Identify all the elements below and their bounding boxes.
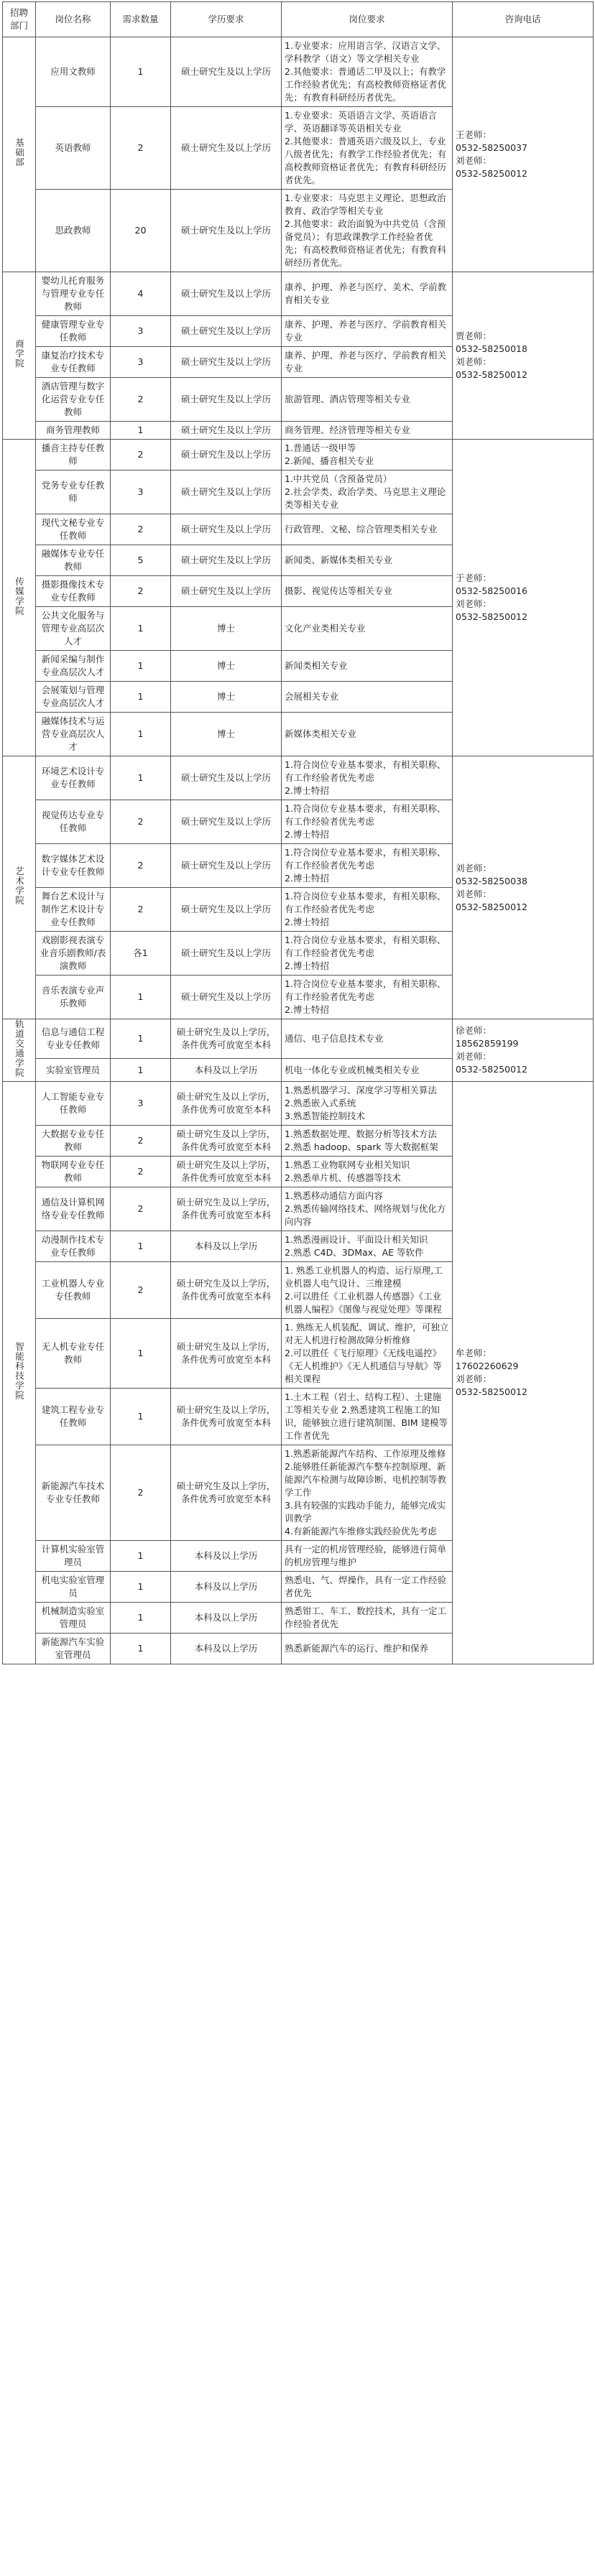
position-name: 通信及计算机网络专业专任教师 xyxy=(36,1187,111,1231)
position-requirement: 1.熟悉新能源汽车结构、工作原理及维修 2.能够胜任新能源汽车整车控制原理、新能源汽车检测与故障诊断、电机控制等教学工作 3.具有较强的实践动手能力，能够完成实训教学 4.有新能源汽车维修实践经验优先考虑 xyxy=(282,1445,453,1541)
position-requirement: 1.专业要求：马克思主义理论、思想政治教育、政治学等相关专业 2.其他要求：政治面貌为中共党员（含预备党员）；有思政课教学工作经验者优先；有高校教师资格证者优先；有教育科研经历者优先。 xyxy=(282,190,453,272)
education-requirement: 硕士研究生及以上学历，条件优秀可放宽至本科 xyxy=(171,1082,282,1126)
position-requirement: 1. 熟悉工业机器人的构造、运行原理,工业机器人电气设计、三维建模 2.可以胜任《工业机器人传感器》《工业机器人编程》《图像与视觉处理》等课程 xyxy=(282,1262,453,1319)
header-count: 需求数量 xyxy=(111,2,171,37)
table-row xyxy=(3,37,594,107)
position-requirement: 康养、护理、养老与医疗、美术、学前教育相关专业 xyxy=(282,272,453,316)
position-count: 1 xyxy=(111,1319,171,1389)
position-requirement: 会展相关专业 xyxy=(282,682,453,713)
position-requirement: 1.普通话一级甲等 2.新闻、播音相关专业 xyxy=(282,440,453,471)
department-name: 传媒学院 xyxy=(14,576,25,616)
position-name: 戏剧影视表演专业音乐剧教师/表演教师 xyxy=(36,932,111,976)
education-requirement: 硕士研究生及以上学历，条件优秀可放宽至本科 xyxy=(171,1445,282,1541)
table-body xyxy=(3,37,594,1664)
position-count: 3 xyxy=(111,316,171,347)
education-requirement: 硕士研究生及以上学历 xyxy=(171,107,282,190)
education-requirement: 博士 xyxy=(171,607,282,651)
position-name: 数字媒体艺术设计专业专任教师 xyxy=(36,844,111,888)
education-requirement: 本科及以上学历 xyxy=(171,1603,282,1634)
education-requirement: 硕士研究生及以上学历 xyxy=(171,272,282,316)
position-count: 1 xyxy=(111,1231,171,1262)
position-count: 3 xyxy=(111,347,171,378)
position-name: 融媒体专业专任教师 xyxy=(36,545,111,576)
position-name: 无人机专业专任教师 xyxy=(36,1319,111,1389)
education-requirement: 硕士研究生及以上学历，条件优秀可放宽至本科 xyxy=(171,1126,282,1157)
education-requirement: 硕士研究生及以上学历 xyxy=(171,576,282,607)
department-cell xyxy=(3,272,36,440)
position-requirement: 熟悉钳工、车工、数控技术，具有一定工作经验者优先 xyxy=(282,1603,453,1634)
position-name: 实验室管理员 xyxy=(36,1059,111,1082)
position-name: 应用文教师 xyxy=(36,37,111,107)
position-requirement: 1.熟悉工业物联网专业相关知识 2.熟悉单片机、传感器等技术 xyxy=(282,1157,453,1187)
position-count: 1 xyxy=(111,1389,171,1445)
position-count: 1 xyxy=(111,422,171,440)
position-requirement: 通信、电子信息技术专业 xyxy=(282,1019,453,1059)
contact-phone: 徐老师： 18562859199 刘老师： 0532-58250012 xyxy=(453,1019,594,1082)
position-name: 大数据专业专任教师 xyxy=(36,1126,111,1157)
education-requirement: 硕士研究生及以上学历 xyxy=(171,545,282,576)
department-cell xyxy=(3,1019,36,1082)
department-name: 基础部 xyxy=(14,138,25,167)
department-name: 轨道交通学院 xyxy=(14,1019,25,1078)
position-count: 1 xyxy=(111,976,171,1019)
position-requirement: 康养、护理、养老与医疗、学前教育相关专业 xyxy=(282,347,453,378)
department-cell xyxy=(3,756,36,1019)
education-requirement: 硕士研究生及以上学历 xyxy=(171,756,282,800)
position-requirement: 1.熟悉漫画设计、平面设计相关知识 2.熟悉 C4D、3DMax、AE 等软件 xyxy=(282,1231,453,1262)
education-requirement: 硕士研究生及以上学历 xyxy=(171,422,282,440)
position-name: 酒店管理与数字化运营专业专任教师 xyxy=(36,378,111,422)
header-position: 岗位名称 xyxy=(36,2,111,37)
contact-phone: 刘老师： 0532-58250038 刘老师： 0532-58250012 xyxy=(453,756,594,1019)
position-requirement: 1.土木工程（岩土、结构工程）、土建施工等相关专业 2.熟悉建筑工程施工的知识，能够独立进行建筑制图、BIM 建模等工作者优先 xyxy=(282,1389,453,1445)
header-requirements: 岗位要求 xyxy=(282,2,453,37)
position-name: 党务专业专任教师 xyxy=(36,471,111,514)
position-count: 1 xyxy=(111,651,171,682)
position-name: 融媒体技术与运营专业高层次人才 xyxy=(36,713,111,756)
education-requirement: 硕士研究生及以上学历，条件优秀可放宽至本科 xyxy=(171,1187,282,1231)
table-row xyxy=(3,272,594,316)
position-name: 信息与通信工程专业专任教师 xyxy=(36,1019,111,1059)
position-name: 建筑工程专业专任教师 xyxy=(36,1389,111,1445)
education-requirement: 硕士研究生及以上学历 xyxy=(171,440,282,471)
position-name: 健康管理专业专任教师 xyxy=(36,316,111,347)
table-row xyxy=(3,1019,594,1059)
position-count: 2 xyxy=(111,1157,171,1187)
position-requirement: 1.符合岗位专业基本要求，有相关职称、有工作经验者优先考虑 2.博士特招 xyxy=(282,844,453,888)
position-name: 新闻采编与制作专业高层次人才 xyxy=(36,651,111,682)
position-requirement: 熟悉新能源汽车的运行、维护和保养 xyxy=(282,1634,453,1664)
education-requirement: 硕士研究生及以上学历 xyxy=(171,316,282,347)
position-count: 2 xyxy=(111,888,171,932)
education-requirement: 本科及以上学历 xyxy=(171,1541,282,1572)
education-requirement: 硕士研究生及以上学历 xyxy=(171,932,282,976)
position-requirement: 新闻类、新媒体类相关专业 xyxy=(282,545,453,576)
contact-phone: 贾老师： 0532-58250018 刘老师： 0532-58250012 xyxy=(453,272,594,440)
education-requirement: 硕士研究生及以上学历 xyxy=(171,888,282,932)
position-name: 舞台艺术设计与制作艺术设计专业专任教师 xyxy=(36,888,111,932)
department-cell xyxy=(3,1082,36,1664)
education-requirement: 博士 xyxy=(171,651,282,682)
education-requirement: 硕士研究生及以上学历，条件优秀可放宽至本科 xyxy=(171,1019,282,1059)
position-name: 工业机器人专业专任教师 xyxy=(36,1262,111,1319)
position-requirement: 熟悉电、气、焊操作，具有一定工作经验者优先 xyxy=(282,1572,453,1603)
table-row xyxy=(3,440,594,471)
position-requirement: 新闻类相关专业 xyxy=(282,651,453,682)
position-name: 音乐表演专业声乐教师 xyxy=(36,976,111,1019)
position-name: 新能源汽车实验室管理员 xyxy=(36,1634,111,1664)
position-requirement: 1.熟悉机器学习、深度学习等相关算法 2.熟悉嵌入式系统 3.熟悉智能控制技术 xyxy=(282,1082,453,1126)
recruitment-table xyxy=(2,1,594,1664)
education-requirement: 硕士研究生及以上学历 xyxy=(171,378,282,422)
header-row xyxy=(3,2,594,37)
position-count: 2 xyxy=(111,800,171,844)
position-requirement: 行政管理、文秘、综合管理类相关专业 xyxy=(282,514,453,545)
table-row xyxy=(3,1082,594,1126)
education-requirement: 本科及以上学历 xyxy=(171,1634,282,1664)
position-count: 1 xyxy=(111,682,171,713)
education-requirement: 硕士研究生及以上学历 xyxy=(171,976,282,1019)
contact-phone: 于老师： 0532-58250016 刘老师： 0532-58250012 xyxy=(453,440,594,756)
position-requirement: 1.符合岗位专业基本要求，有相关职称、有工作经验者优先考虑 2.博士特招 xyxy=(282,976,453,1019)
position-count: 2 xyxy=(111,514,171,545)
position-count: 2 xyxy=(111,107,171,190)
position-count: 2 xyxy=(111,1445,171,1541)
position-name: 英语教师 xyxy=(36,107,111,190)
position-name: 计算机实验室管理员 xyxy=(36,1541,111,1572)
education-requirement: 本科及以上学历 xyxy=(171,1059,282,1082)
position-count: 2 xyxy=(111,440,171,471)
position-name: 婴幼儿托育服务与管理专业专任教师 xyxy=(36,272,111,316)
position-requirement: 1.熟悉数据处理、数据分析等技术方法 2.熟悉 hadoop、spark 等大数据框架 xyxy=(282,1126,453,1157)
department-cell xyxy=(3,440,36,756)
position-requirement: 1.专业要求：应用语言学、汉语言文学、学科教学（语文）等文学相关专业 2.其他要求：普通话二甲及以上；有教学工作经验者优先；有高校教师资格证者优先；有教育科研经历者优先。 xyxy=(282,37,453,107)
position-name: 人工智能专业专任教师 xyxy=(36,1082,111,1126)
position-name: 机械制造实验室管理员 xyxy=(36,1603,111,1634)
contact-phone: 牟老师： 17602260629 刘老师： 0532-58250012 xyxy=(453,1082,594,1664)
position-name: 现代文秘专业专任教师 xyxy=(36,514,111,545)
department-name: 艺术学院 xyxy=(14,866,25,905)
position-count: 1 xyxy=(111,1541,171,1572)
department-name: 智能科技学院 xyxy=(14,1342,25,1400)
header-contact: 咨询电话 xyxy=(453,2,594,37)
department-cell xyxy=(3,37,36,272)
position-count: 3 xyxy=(111,1082,171,1126)
position-name: 动漫制作技术专业专任教师 xyxy=(36,1231,111,1262)
position-count: 各1 xyxy=(111,932,171,976)
education-requirement: 本科及以上学历 xyxy=(171,1572,282,1603)
position-requirement: 1.中共党员（含预备党员） 2.社会学类、政治学类、马克思主义理论类等相关专业 xyxy=(282,471,453,514)
education-requirement: 博士 xyxy=(171,682,282,713)
table-row xyxy=(3,756,594,800)
position-count: 1 xyxy=(111,1634,171,1664)
position-requirement: 1.符合岗位专业基本要求，有相关职称、有工作经验者优先考虑 2.博士特招 xyxy=(282,800,453,844)
education-requirement: 硕士研究生及以上学历 xyxy=(171,800,282,844)
position-name: 商务管理教师 xyxy=(36,422,111,440)
position-requirement: 机电一体化专业或机械类相关专业 xyxy=(282,1059,453,1082)
position-count: 2 xyxy=(111,378,171,422)
position-count: 1 xyxy=(111,756,171,800)
position-name: 公共文化服务与管理专业高层次人才 xyxy=(36,607,111,651)
position-name: 会展策划与管理专业高层次人才 xyxy=(36,682,111,713)
position-requirement: 1.专业要求：英语语言文学、英语语言学、英语翻译等英语相关专业 2.其他要求：普通英语六级及以上，专业八级者优先；有教学工作经验者优先；有高校教师资格证者优先；有教育科研经历者优先。 xyxy=(282,107,453,190)
position-name: 机电实验室管理员 xyxy=(36,1572,111,1603)
position-name: 环境艺术设计专业专任教师 xyxy=(36,756,111,800)
education-requirement: 硕士研究生及以上学历 xyxy=(171,844,282,888)
education-requirement: 本科及以上学历 xyxy=(171,1231,282,1262)
position-requirement: 1.符合岗位专业基本要求，有相关职称、有工作经验者优先考虑 2.博士特招 xyxy=(282,756,453,800)
position-count: 1 xyxy=(111,1603,171,1634)
position-count: 1 xyxy=(111,37,171,107)
position-requirement: 具有一定的机房管理经验，能够进行简单的机房管理与维护 xyxy=(282,1541,453,1572)
position-requirement: 商务管理、经济管理等相关专业 xyxy=(282,422,453,440)
position-count: 1 xyxy=(111,1572,171,1603)
position-requirement: 1. 熟练无人机装配、调试、维护，可独立对无人机进行检测故障分析维修 2.可以胜任《飞行原理》《无线电遥控》《无人机维护》《无人机通信与导航》等相关课程 xyxy=(282,1319,453,1389)
position-count: 3 xyxy=(111,471,171,514)
position-count: 4 xyxy=(111,272,171,316)
position-count: 2 xyxy=(111,576,171,607)
position-count: 1 xyxy=(111,1059,171,1082)
education-requirement: 硕士研究生及以上学历，条件优秀可放宽至本科 xyxy=(171,1319,282,1389)
department-name: 商学院 xyxy=(14,339,25,369)
position-name: 新能源汽车技术专业专任教师 xyxy=(36,1445,111,1541)
position-count: 2 xyxy=(111,1126,171,1157)
position-requirement: 新媒体类相关专业 xyxy=(282,713,453,756)
position-count: 2 xyxy=(111,844,171,888)
education-requirement: 硕士研究生及以上学历 xyxy=(171,190,282,272)
position-count: 2 xyxy=(111,1262,171,1319)
position-requirement: 摄影、视觉传达等相关专业 xyxy=(282,576,453,607)
position-requirement: 1.熟悉移动通信方面内容 2.熟悉传输网络技术、网络规划与优化方向内容 xyxy=(282,1187,453,1231)
position-name: 视觉传达专业专任教师 xyxy=(36,800,111,844)
education-requirement: 硕士研究生及以上学历，条件优秀可放宽至本科 xyxy=(171,1157,282,1187)
education-requirement: 博士 xyxy=(171,713,282,756)
position-count: 20 xyxy=(111,190,171,272)
position-requirement: 康养、护理、养老与医疗、学前教育相关专业 xyxy=(282,316,453,347)
contact-phone: 王老师： 0532-58250037 刘老师： 0532-58250012 xyxy=(453,37,594,272)
position-requirement: 1.符合岗位专业基本要求，有相关职称、有工作经验者优先考虑 2.博士特招 xyxy=(282,888,453,932)
position-count: 1 xyxy=(111,607,171,651)
education-requirement: 硕士研究生及以上学历 xyxy=(171,514,282,545)
education-requirement: 硕士研究生及以上学历 xyxy=(171,471,282,514)
header-education: 学历要求 xyxy=(171,2,282,37)
education-requirement: 硕士研究生及以上学历，条件优秀可放宽至本科 xyxy=(171,1389,282,1445)
position-count: 1 xyxy=(111,1019,171,1059)
position-requirement: 旅游管理、酒店管理等相关专业 xyxy=(282,378,453,422)
header-department: 招聘部门 xyxy=(3,2,36,37)
position-name: 物联网专业专任教师 xyxy=(36,1157,111,1187)
position-name: 播音主持专任教师 xyxy=(36,440,111,471)
position-count: 2 xyxy=(111,1187,171,1231)
education-requirement: 硕士研究生及以上学历 xyxy=(171,37,282,107)
position-name: 思政教师 xyxy=(36,190,111,272)
position-count: 1 xyxy=(111,713,171,756)
position-requirement: 文化产业类相关专业 xyxy=(282,607,453,651)
education-requirement: 硕士研究生及以上学历 xyxy=(171,347,282,378)
position-name: 摄影摄像技术专业专任教师 xyxy=(36,576,111,607)
position-name: 康复治疗技术专业专任教师 xyxy=(36,347,111,378)
education-requirement: 硕士研究生及以上学历，条件优秀可放宽至本科 xyxy=(171,1262,282,1319)
position-count: 5 xyxy=(111,545,171,576)
position-requirement: 1.符合岗位专业基本要求，有相关职称、有工作经验者优先考虑 2.博士特招 xyxy=(282,932,453,976)
